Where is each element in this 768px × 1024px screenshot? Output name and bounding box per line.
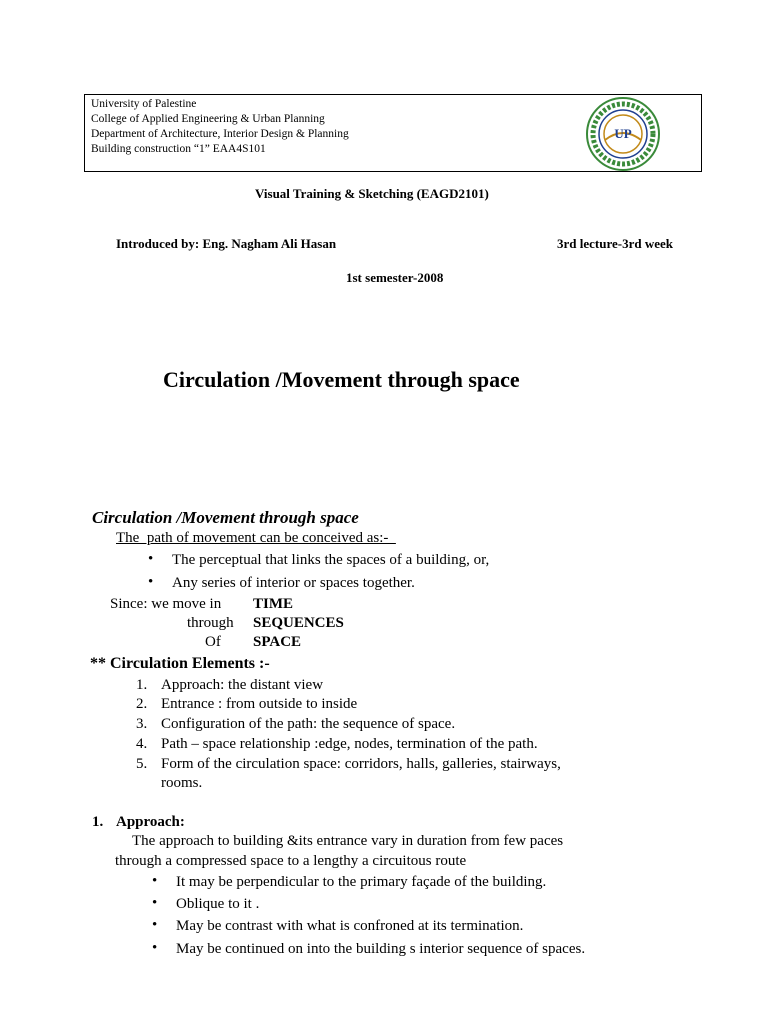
page-title: Circulation /Movement through space (163, 367, 520, 392)
section-subheading: The path of movement can be conceived as:- (116, 530, 396, 546)
approach-bullet: • May be contrast with what is confroned at its termination. (176, 918, 523, 935)
approach-bullet: • It may be perpendicular to the primary façade of the building. (176, 874, 546, 891)
element-text: Form of the circulation space: corridors, halls, galleries, stairways, (161, 756, 561, 772)
approach-paragraph-line: The approach to building &its entrance vary in duration from few paces (132, 833, 564, 849)
course-title: Visual Training & Sketching (EAGD2101) (255, 186, 489, 201)
approach-bullet: • May be continued on into the building s interior sequence of spaces. (176, 941, 585, 958)
lecture-info: 3rd lecture-3rd week (557, 236, 674, 251)
header-college: College of Applied Engineering & Urban Planning (91, 113, 325, 125)
approach-paragraph-line: through a compressed space to a lengthy a circuitous route (115, 853, 467, 869)
element-number: 1. (136, 677, 148, 693)
header-lines (91, 97, 349, 157)
elements-heading: ** Circulation Elements :- (90, 655, 270, 672)
introduced-by: Introduced by: Eng. Nagham Ali Hasan (116, 236, 337, 251)
since-label: Since: we move in (110, 596, 222, 612)
since-through: through (187, 615, 234, 631)
element-number: 5. (136, 756, 148, 772)
element-text: Approach: the distant view (161, 677, 324, 693)
element-text: Configuration of the path: the sequence of space. (161, 716, 456, 732)
element-number: 4. (136, 736, 148, 752)
header-department: Department of Architecture, Interior Design & Planning (91, 128, 349, 140)
since-of: Of (205, 634, 221, 650)
since-space: SPACE (253, 634, 302, 650)
section-heading: Circulation /Movement through space (92, 508, 359, 527)
element-text-continued: rooms. (161, 775, 203, 791)
since-time: TIME (253, 596, 294, 612)
university-logo-icon (585, 96, 661, 172)
element-text: Path – space relationship :edge, nodes, termination of the path. (161, 736, 538, 752)
logo-text: UP (614, 126, 632, 141)
header-university: University of Palestine (91, 98, 197, 110)
semester: 1st semester-2008 (346, 270, 444, 285)
approach-number: 1. (92, 814, 104, 830)
approach-heading: Approach: (116, 814, 185, 830)
header-course-code: Building construction “1” EAA4S101 (91, 143, 266, 155)
since-sequences: SEQUENCES (253, 615, 344, 631)
section-bullet: • Any series of interior or spaces together. (172, 575, 415, 592)
approach-bullet: • Oblique to it . (176, 896, 259, 913)
section-bullet: • The perceptual that links the spaces of a building, or, (172, 552, 489, 569)
element-number: 3. (136, 716, 148, 732)
element-number: 2. (136, 696, 148, 712)
element-text: Entrance : from outside to inside (161, 696, 358, 712)
